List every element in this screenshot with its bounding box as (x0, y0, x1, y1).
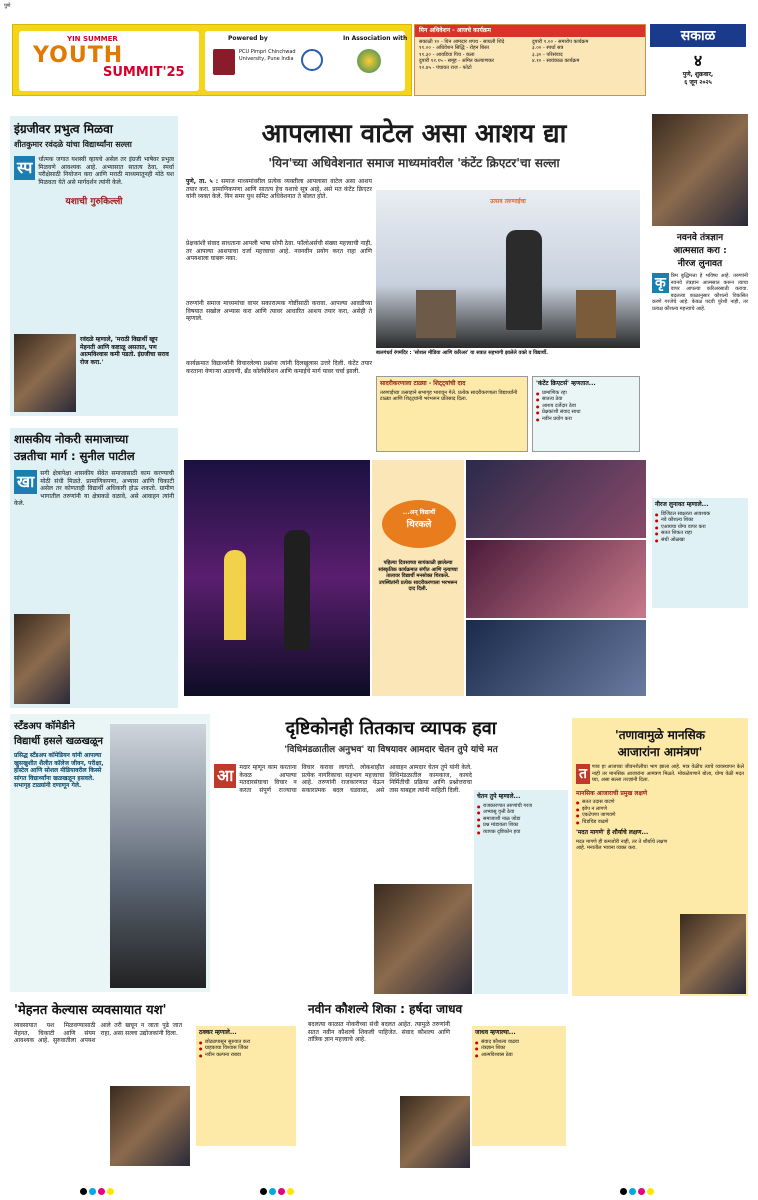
article-stress (572, 718, 748, 996)
color-registration-marks (80, 1180, 116, 1199)
schedule-item: ४.१० - सायंकाळ कार्यक्रम (532, 58, 580, 64)
tip-item: ● आशय दर्जेदार ठेवा (536, 403, 636, 410)
registration-dot (98, 1188, 105, 1195)
registration-dot (80, 1188, 87, 1195)
stress-title1: 'तणावामुळे मानसिक (615, 728, 705, 742)
color-registration-marks (260, 1180, 296, 1199)
schedule-item: १२.४५ - पंचायत राज - फोटो (419, 64, 472, 71)
comedian-photo (110, 724, 206, 988)
applause-body: तरुणाईच्या उत्साहाने सभागृह भारावून गेले. प्रत्येक सादरीकरणाला विद्यार्थ्यांनी टाळ्या आणि शिट्ट्यांनी भरभरून प्रतिसाद दिला. (380, 389, 518, 402)
registration-dot (260, 1188, 267, 1195)
emblem-icon (301, 49, 323, 71)
tips-box (532, 376, 640, 452)
neeraj-quotes-box (652, 498, 748, 608)
article-standup-body: प्रसिद्ध स्टँडअप कॉमेडियन यांनी आपल्या खुसखुशीत शैलीत कॉलेज जीवन, परीक्षा, हॉस्टेल आणि सोशल मीडियावरील किस्से सांगत विद्यार्थ्यांना खळखळून हसवले. सभागृह टाळ्यांनी दणाणून गेले. (14, 752, 104, 789)
main-body-col3: तरुणांनी समाज माध्यमांचा वापर सकारात्मक गोष्टींसाठी करावा. आपल्या आवडीच्या विषयात सखोल अभ्यास करा आणि त्यावर आधारित आशय तयार करा, असेही ते म्हणाले. (186, 300, 372, 322)
registration-dot (629, 1188, 636, 1195)
stress-subhead: मानसिक आजाराची प्रमुख लक्षणे (576, 789, 648, 797)
registration-dot (620, 1188, 627, 1195)
speaker-photo (14, 614, 70, 704)
article-tech-body (652, 273, 748, 312)
tip-item: ● प्रामाणिक रहा (536, 390, 636, 397)
event-badge (382, 500, 456, 548)
brand-name: सकाळ (650, 24, 746, 47)
dropcap: आ (214, 764, 236, 788)
symptom-item: ● चिडचिड वाढणे (576, 819, 744, 826)
article-english-body (10, 152, 178, 190)
dropcap: खा (14, 470, 37, 494)
thakkar-box-title: ठक्कर म्हणाले... (199, 1029, 237, 1036)
body-text: सगी क्षेत्रापेक्षा शासकीय सेवेत समाजासाठी काम करण्याची मोठी संधी मिळते. प्रामाणिकपणा, अभ्यास आणि चिकाटी असेल तर कोणताही विद्यार्थी अधिकारी होऊ शकतो. ग्रामीण भागातील तरुणांनी या क्षेत्राकडे वळावे, असे आवाहन त्यांनी केले. (14, 470, 174, 507)
event-caption-box (372, 460, 464, 696)
tips-title: 'कंटेंट क्रिएटर्स' म्हणतात... (536, 380, 596, 387)
business-title: 'मेहनत केल्यास व्यवसायात यश' (14, 1003, 167, 1018)
badge-line1: ...अन् विद्यार्थी (402, 509, 436, 516)
schedule-list (415, 37, 645, 74)
date-line1: पुणे, शुक्रवार, (682, 71, 714, 78)
registration-dot (89, 1188, 96, 1195)
skills-body: बदलत्या काळात नोकरीच्या संधी बदलत आहेत. त्यामुळे तरुणांनी सतत नवीन कौशल्ये शिकली पाहिजेत. संवाद कौशल्य आणि तांत्रिक ज्ञान महत्त्वाचे आहे. (308, 1021, 450, 1043)
audience-photo (466, 460, 646, 538)
chetan-box-title: चेतन तुपे म्हणाले... (477, 793, 521, 800)
registration-dot (278, 1188, 285, 1195)
stress-quote-title: 'मदत मागणे' हे शौर्याचे लक्षण... (576, 829, 649, 836)
schedule-item: ११.३० - आयडिया पिच - कला (419, 51, 475, 58)
seated-figure (416, 290, 456, 338)
schedule-item: ११.०० - अधिवेशन सिद्धि - रोहन बिस्त (419, 45, 489, 51)
article-gov-body (10, 466, 178, 512)
chetan-quotes-box (474, 790, 568, 994)
body-text: मदार म्हणून काम करताना केवळ आपल्या मतदारसंघाचा विचार न करता संपूर्ण राज्याचा विचार करावा लागतो. लोकशाहीत प्रत्येक नागरिकाचा सहभाग महत्त्वाचा आहे. तरुणांनी राजकारणात येऊन सकारात्मक बदल घडवावा, असे आवाहन आमदार चेतन तुपे यांनी केले. विधिमंडळातील कामकाज, कायदे निर्मितीची प्रक्रिया आणि प्रश्नोत्तराचा तास याबद्दल त्यांनी माहिती दिली. (239, 764, 472, 794)
summit-banner (12, 24, 412, 96)
quote-item: ● नवीन कल्पना राबवा (199, 1052, 293, 1059)
article-english (10, 116, 178, 416)
masthead (650, 24, 746, 96)
registration-dot (638, 1188, 645, 1195)
date-line2: ६ जून २०२५ (684, 78, 712, 86)
body-text: त्रिम बुद्धिमत्ता हे भविष्य आहे. तरुणांनी नवनवे तंत्रज्ञान आत्मसात करून त्याचा वापर आपल्या करिअरसाठी करावा. बदलत्या काळानुसार कौशल्ये विकसित करणे गरजेचे आहे. केवळ पदवी पुरेशी नाही, तर प्रत्यक्ष कौशल्य महत्त्वाचे आहे. (652, 273, 748, 312)
article-skills (304, 996, 568, 1176)
symptom-item: ● एकटेपणा जाणवणे (576, 812, 744, 819)
neeraj-photo (652, 114, 748, 226)
schedule-item: दुपारी १.०० - समारोप कार्यक्रम (532, 38, 589, 45)
article-government-jobs (10, 428, 178, 708)
logo-sub: SUMMIT'25 (103, 65, 185, 80)
schedule-item: ३.०० - स्पर्धा सत्र (532, 45, 564, 51)
body-text: र्धात्मक जगात यशस्वी व्हायचे असेल तर इंग्रजी भाषेवर प्रभुत्व मिळवणे आवश्यक आहे. अभ्यासात सातत्य ठेवा, स्पर्धा परीक्षेसाठी नियोजन करा आणि मराठी माध्यमातूनही मोठे यश मिळवता येते असे मार्गदर्शन त्यांनी केले. (38, 156, 174, 186)
dropcap: त (576, 764, 590, 784)
main-subhead: 'यिन'च्या अधिवेशनात समाज माध्यमांवरील 'कंटेंट क्रिएटर'चा सल्ला (268, 156, 560, 170)
dateline: पुणे, ता. ५ : (186, 178, 219, 185)
main-body-col4: कार्यक्रमात विद्यार्थ्यांनी विचारलेल्या प्रश्नांना त्यांनी दिलखुलास उत्तरे दिली. कंटेंट तयार करताना येणाऱ्या अडचणी, ब्रँड कोलॅबोरेशन आणि कमाईचे मार्ग यावर चर्चा झाली. (186, 360, 372, 375)
article-english-title2: शीतकुमार रवंदळे यांचा विद्यार्थ्यांना सल्ला (14, 140, 132, 149)
mid-subhead: 'विधिमंडळातील अनुभव' या विषयावर आमदार चेतन तुपे यांचे मत (284, 745, 498, 755)
dropcap: कृ (652, 273, 669, 293)
stage-photo (184, 460, 370, 696)
thakkar-box (196, 1026, 296, 1146)
expert-photo (680, 914, 746, 994)
seated-figure (576, 290, 616, 338)
dropcap: स्प (14, 156, 35, 180)
quote-item: ● सतत शिकत राहा (655, 530, 745, 537)
logo-main: YOUTH (33, 43, 124, 68)
quote-item: ● आत्मविश्वास ठेवा (475, 1052, 563, 1059)
page-corner-label: पुणे (4, 3, 11, 9)
quote-item: ● प्रश्न मांडायला शिका (477, 822, 565, 829)
page-number: ४ (693, 51, 703, 70)
article-business (10, 996, 300, 1176)
article-tech-title2: आत्मसात करा : (673, 246, 727, 256)
body-text: णाव हा आजच्या जीवनशैलीचा भाग झाला आहे. मात्र वेळीच त्याचे व्यवस्थापन केले नाही तर मानसिक आजारांना आमंत्रण मिळते. मोकळेपणाने बोला, योग्य वेळी मदत घ्या, असा सल्ला तज्ज्ञांनी दिला. (591, 764, 744, 783)
harshada-photo (400, 1096, 470, 1168)
pull-quote: रवंदळे म्हणाले, 'मराठी विद्यार्थी खूप मेहनती आणि कष्टाळू असतात, पण आत्मविश्वास कमी पडतो. इंग्रजीचा सराव रोज करा.' (80, 336, 169, 366)
mid-headline: दृष्टिकोनही तितकाच व्यापक हवा (285, 718, 497, 739)
registration-dot (107, 1188, 114, 1195)
article-technology (652, 230, 748, 610)
quote-item: ● संवाद कौशल्य वाढवा (475, 1039, 563, 1046)
partner-logo-icon (357, 49, 381, 73)
main-body-col1 (186, 178, 372, 201)
quote-item: ● छोट्यापासून सुरुवात करा (199, 1039, 293, 1046)
quote-item: ● डिजिटल साक्षरता आवश्यक (655, 511, 745, 518)
article-gov-title2: उन्नतीचा मार्ग : सुनील पाटील (14, 449, 135, 463)
quote-item: ● व्यापक दृष्टिकोन हवा (477, 829, 565, 836)
tip-item: ● सातत्य ठेवा (536, 396, 636, 403)
color-registration-marks (620, 1180, 656, 1199)
article-tech-title3: नीरज लुनावत (677, 259, 723, 269)
schedule-item: ३.३० - परिसंवाद (532, 51, 563, 58)
article-gov-title1: शासकीय नोकरी समाजाच्या (14, 432, 129, 446)
main-body-col2: प्रेक्षकांशी संवाद साधताना आपली भाषा सोपी ठेवा. फॉलोअर्सची संख्या महत्त्वाची नाही, तर आपल्या आशयाचा दर्जा महत्त्वाचा आहे. नवनवीन प्रयोग करत राहा आणि अपयशाला घाबरू नका. (186, 240, 372, 262)
main-photo-caption: बालगंधर्व रंगमंदिर : 'सोशल मीडिया आणि करिअर' या सत्रात सहभागी झालेले वक्ते व विद्यार्थी. (376, 350, 549, 356)
skills-title: नवीन कौशल्ये शिका : हर्षदा जाधव (308, 1002, 463, 1016)
jadhav-box-title: जाधव म्हणाल्या... (475, 1029, 516, 1036)
applause-box (376, 376, 528, 452)
schedule-box (414, 24, 646, 96)
quote-item: ● राजकारणात तरुणांची गरज (477, 803, 565, 810)
neeraj-box-title: नीरज लुनावत म्हणाले... (655, 501, 709, 508)
quote-item: ● समाजाशी नाळ जोडा (477, 816, 565, 823)
article-standup-title1: स्टँडअप कॉमेडीने (14, 721, 75, 732)
speaker-photo (14, 334, 76, 412)
event-caption: पहिल्या दिवसाच्या सायंकाळी झालेल्या सांस्कृतिक कार्यक्रमात संगीत आणि नृत्याच्या तालावर विद्यार्थी मनसोक्त थिरकले. उपस्थितांनी प्रत्येक सादरीकरणाला भरभरून दाद दिली. (378, 560, 458, 592)
speaker-figure (506, 230, 542, 330)
mid-body (214, 764, 472, 894)
article-standup (10, 714, 210, 992)
quote-item: ● संधी ओळखा (655, 537, 745, 544)
article-tech-title1: नवनवे तंत्रज्ञान (676, 233, 724, 243)
tip-item: ● नवीन प्रयोग करा (536, 416, 636, 423)
quote-item: ● नवे कौशल्य शिका (655, 517, 745, 524)
photo-header: उत्सव तरुणाईचा (490, 198, 526, 205)
quote-item: ● एआयचा योग्य वापर करा (655, 524, 745, 531)
article-english-title1: इंग्रजीवर प्रभुत्व मिळवा (14, 122, 113, 136)
registration-dot (647, 1188, 654, 1195)
tip-item: ● प्रेक्षकांशी संवाद साधा (536, 409, 636, 416)
article-english-subhead: यशाची गुरुकिल्ली (65, 197, 123, 207)
singer-figure (284, 530, 310, 650)
body-text: समाज माध्यमांवरील प्रत्येक व्यक्तीला आपलासा वाटेल असा आशय तयार करा. प्रामाणिकपणा आणि सातत्य हेच यशाचे सूत्र आहे, असे मत कंटेंट क्रिएटर यांनी व्यक्त केले. यिन समर युथ समिट अधिवेशनात ते बोलत होते. (186, 178, 372, 200)
schedule-item: दुपारी १२.१५ - समूह - अमित कल्याणकर (419, 58, 495, 64)
pcu-name: PCU Pimpri Chinchwad University, Pune India (239, 49, 296, 62)
powered-by: Powered by (228, 35, 268, 42)
business-body: व्यवसायात यश मिळवण्यासाठी मेहनत, चिकाटी आणि संयम आवश्यक आहे. सुरुवातीला अपयश आले तरी खचून न जाता पुढे जात राहा, असा सल्ला उद्योजकांनी दिला. (14, 1022, 182, 1044)
main-headline: आपलासा वाटेल असा आशय द्या (261, 119, 567, 149)
symptom-item: ● सतत उदास वाटणे (576, 799, 744, 806)
registration-dot (269, 1188, 276, 1195)
registration-dot (287, 1188, 294, 1195)
badge-line2: थिरकले (406, 519, 432, 530)
jadhav-box (472, 1026, 566, 1146)
singer-figure (224, 550, 246, 640)
stress-body (572, 760, 748, 788)
symptom-item: ● झोप न लागणे (576, 806, 744, 813)
schedule-item: सकाळी १० - यिन आमदार शपथ - सायली शिंदे (419, 38, 505, 45)
quote-item: ● अभ्यासू वृत्ती ठेवा (477, 809, 565, 816)
stress-quote: मदत मागणे ही कमजोरी नाही, तर ते शौर्याचे लक्षण आहे. मनातील भावना व्यक्त करा. (576, 838, 668, 851)
applause-title: सादरीकरणाला टाळ्या - शिट्ट्यांची दाद (380, 380, 466, 387)
chetan-tupe-photo (374, 884, 472, 994)
association-label: In Association with (343, 35, 408, 42)
logo-line1: YIN SUMMER (67, 35, 118, 43)
stress-title2: आजारांना आमंत्रण' (617, 745, 703, 759)
audience-photo (466, 620, 646, 696)
audience-photo (466, 540, 646, 618)
article-standup-title2: विद्यार्थी हसले खळखळून (14, 736, 103, 747)
main-photo (376, 190, 640, 348)
schedule-title: यिन अधिवेशन - आजचे कार्यक्रम (415, 25, 645, 37)
quote-item: ● ग्राहकाचा विश्वास जिंका (199, 1045, 293, 1052)
quote-item: ● तंत्रज्ञान शिका (475, 1045, 563, 1052)
pcu-logo-icon (213, 49, 235, 75)
speaker-photo (110, 1086, 190, 1166)
